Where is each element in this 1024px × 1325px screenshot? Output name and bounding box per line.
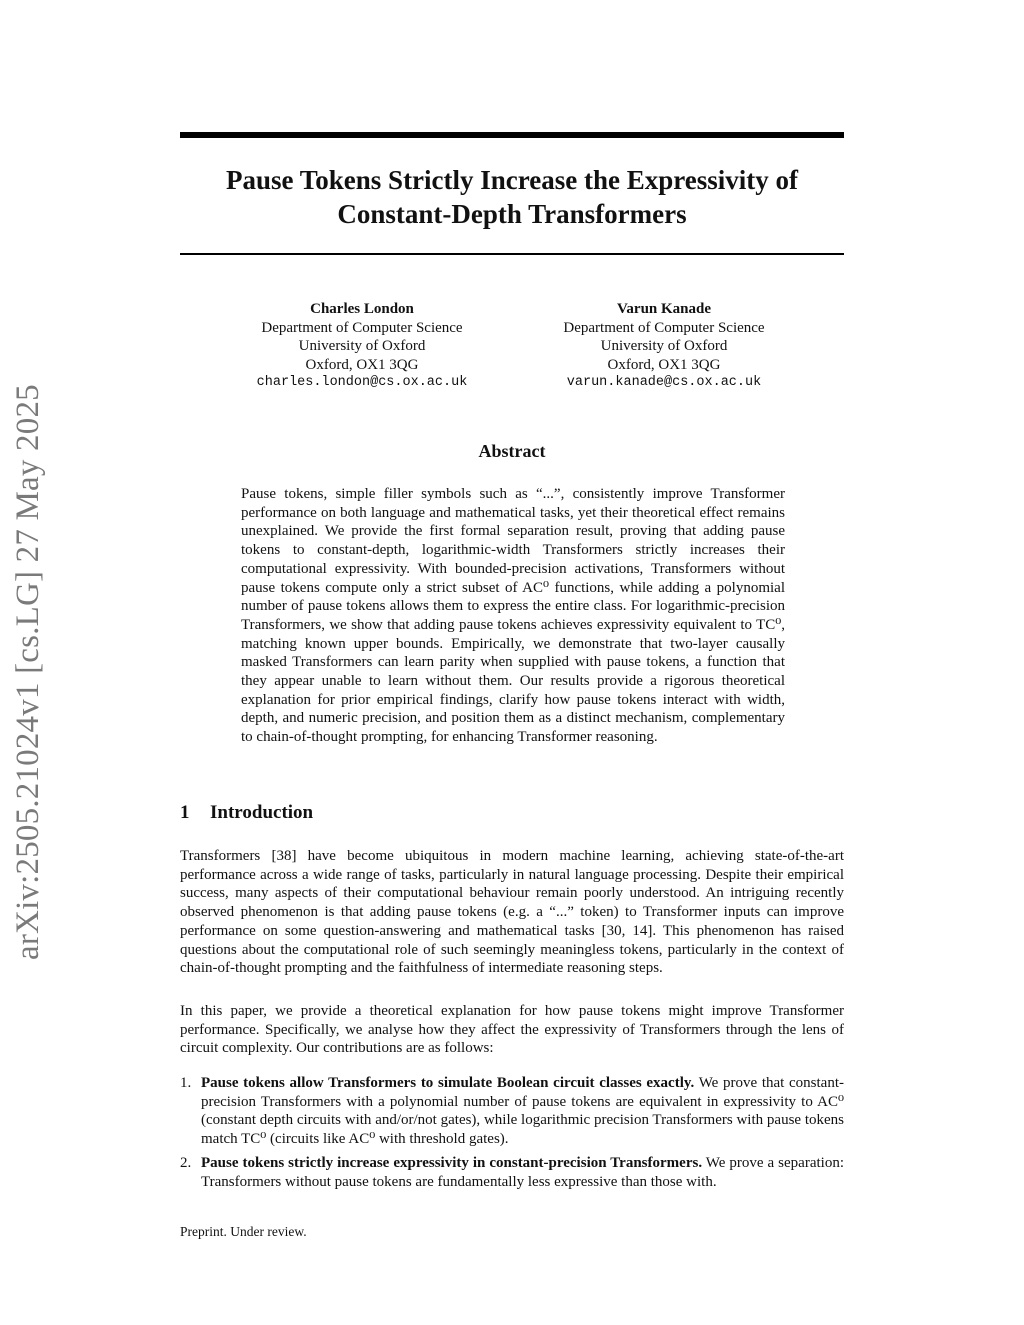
- author-block-1: [212, 300, 512, 393]
- author-university: University of Oxford: [298, 338, 426, 354]
- author-university: University of Oxford: [600, 338, 728, 354]
- section-number: 1: [180, 802, 190, 823]
- abstract-heading: Abstract: [478, 441, 546, 461]
- list-marker: 2.: [180, 1154, 192, 1171]
- author-department: Department of Computer Science: [261, 319, 463, 336]
- contribution-item: [180, 1074, 844, 1149]
- section-title: Introduction: [210, 802, 314, 823]
- list-marker: 1.: [180, 1075, 192, 1091]
- title-top-rule: [180, 132, 844, 138]
- intro-paragraph-2: In this paper, we provide a theoretical explanation for how pause tokens might improve Transformer performance. Specifically, we analyse how they affect the expressivity of Transformers through the lens of circuit complexity. Our contributions are as follows:: [180, 1003, 844, 1057]
- title-bottom-rule: [180, 253, 844, 255]
- abstract-text: Pause tokens, simple filler symbols such as “...”, consistently improve Transformer performance on both language and mathematical tasks, yet their theoretical effect remains unexplained. We provide the first formal separation result, proving that adding pause tokens to constant-depth, logarithmic-width Transformers strictly increases their computational expressivity. With bounded-precision activations, Transformers without pause tokens compute only a strict subset of AC⁰ functions, while adding a polynomial number of pause tokens allows them to express the entire class. For logarithmic-precision Transformers, we show that adding pause tokens achieves expressivity equivalent to TC⁰, matching known upper bounds. Empirically, we demonstrate that two-layer causally masked Transformers can learn parity when supplied with pause tokens, a function that they appear unable to learn without them. Our results provide a rigorous theoretical explanation for prior empirical findings, clarify how pause tokens interact with width, depth, and numeric precision, and position them as a distinct mechanism, complementary to chain-of-thought prompting, for enhancing Transformer reasoning.: [241, 486, 785, 746]
- contribution-item: [180, 1154, 844, 1191]
- intro-paragraph-1: Transformers [38] have become ubiquitous in modern machine learning, achieving state-of-the-art performance across a wide range of tasks, particularly in natural language processing. Despite their empirical success, many aspects of their computational behaviour remain poorly understood. An intriguing recently observed phenomenon is that adding pause tokens (e.g. a “...” token) to Transformer inputs can improve performance on some question-answering and mathematical tasks [30, 14]. This phenomenon has raised questions about the computational role of such seemingly meaningless tokens, particularly in the context of chain-of-thought prompting and the faithfulness of intermediate reasoning steps.: [180, 848, 844, 977]
- author-department: Department of Computer Science: [563, 319, 765, 336]
- contributions-list: [180, 1074, 844, 1196]
- contribution-lead: Pause tokens strictly increase expressivity in constant-precision Transformers.: [201, 1154, 703, 1171]
- author-email: charles.london@cs.ox.ac.uk: [256, 375, 468, 390]
- contribution-text: We prove that constant-precision Transformers with a polynomial number of pause tokens are equivalent in expressivity to AC⁰ (constant depth circuits with and/or/not gates), while logarithmic precision Transformers with pause tokens match TC⁰ (circuits like AC⁰ with threshold gates).: [201, 1075, 844, 1148]
- author-address: Oxford, OX1 3QG: [305, 356, 419, 373]
- author-email: varun.kanade@cs.ox.ac.uk: [566, 375, 762, 390]
- author-name: Varun Kanade: [616, 301, 712, 317]
- paper-title: Pause Tokens Strictly Increase the Expressivity of Constant-Depth Transformers: [225, 165, 798, 229]
- page-footer: Preprint. Under review.: [180, 1224, 307, 1239]
- section-heading-introduction: [180, 802, 313, 824]
- arxiv-identifier-stamp: arXiv:2505.21024v1 [cs.LG] 27 May 2025: [10, 384, 46, 960]
- author-name: Charles London: [310, 301, 414, 317]
- contribution-lead: Pause tokens allow Transformers to simulate Boolean circuit classes exactly.: [201, 1075, 695, 1091]
- contribution-text: We prove a separation: Transformers without pause tokens are fundamentally less expressive than those with.: [201, 1154, 844, 1190]
- author-block-2: [514, 300, 814, 393]
- author-address: Oxford, OX1 3QG: [607, 356, 721, 373]
